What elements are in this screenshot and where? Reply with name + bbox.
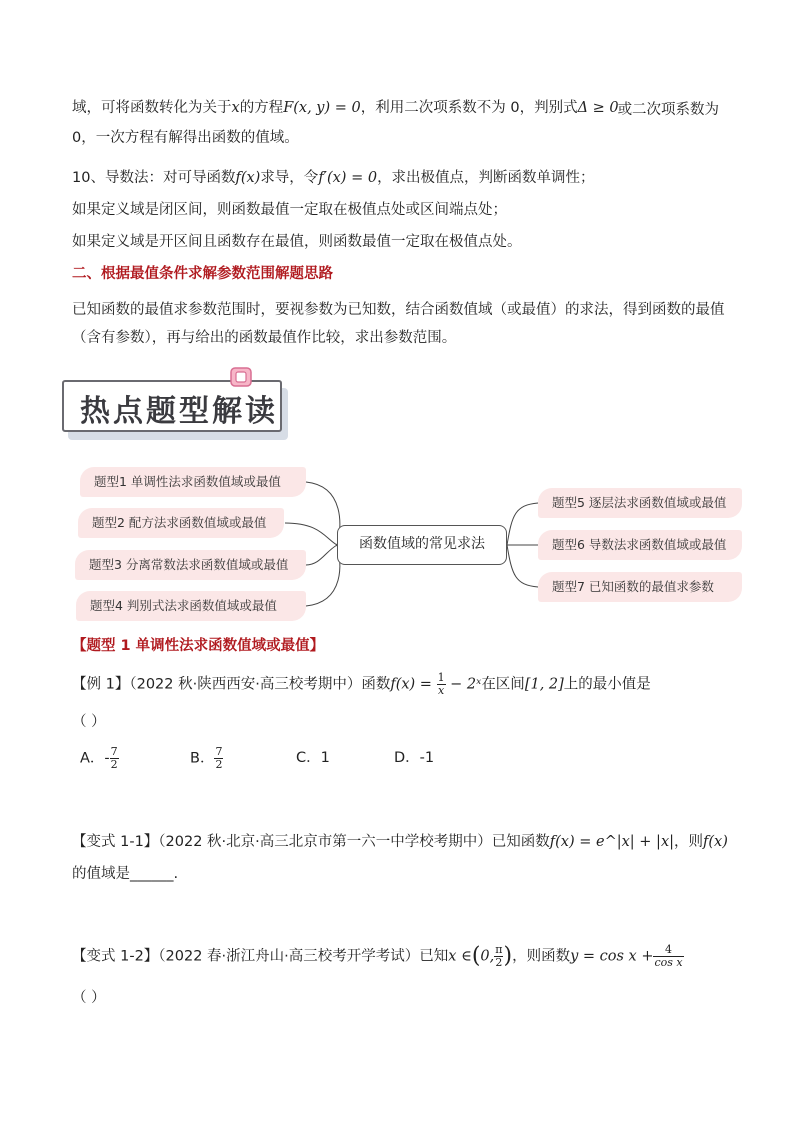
- intro-text: ，求出极值点，判断函数单调性；: [377, 170, 595, 186]
- math-function: f(x) = e^|x| + |x|: [549, 834, 675, 850]
- mindmap-node-type3: 题型3 分离常数法求函数值域或最值: [75, 550, 306, 580]
- math-equation: f′(x) = 0: [318, 170, 378, 186]
- intro-text: 域，可将函数转化为关于: [72, 100, 232, 116]
- option-c[interactable]: C．1: [296, 750, 330, 766]
- example-tag: 【例 1】: [72, 676, 130, 693]
- math-x: x: [231, 100, 240, 116]
- intro-text: 求导，令: [260, 170, 319, 186]
- example1-line: [72, 672, 651, 697]
- variant1-1-line: [72, 830, 728, 854]
- intro-text: ，利用二次项系数不为 0，判别式: [360, 100, 578, 116]
- variant1-1-line2: 的值域是______.: [72, 866, 179, 882]
- option-a[interactable]: A．- $\frac{7}{2}$: [80, 745, 118, 771]
- type1-heading: 【题型 1 单调性法求函数值域或最值】: [72, 638, 325, 654]
- section-body: 已知函数的最值求参数范围时，要视参数为已知数，结合函数值域（或最值）的求法，得到函数的最值（含有参数），再与给出的函数最值作比较，求出参数范围。: [72, 302, 725, 346]
- option-d[interactable]: D．-1: [394, 750, 435, 766]
- math-term: − 2ˣ: [445, 676, 482, 693]
- mindmap-node-type4: 题型4 判别式法求函数值域或最值: [76, 591, 306, 621]
- example-text: 函数: [361, 676, 391, 693]
- math-fraction: $\frac{4}{\text{cos x}}$: [654, 943, 683, 969]
- example-source: （2022 秋·陕西西安·高三校考期中）: [129, 676, 362, 693]
- answer-paren: （ ）: [72, 990, 106, 1006]
- intro-text: 10、导数法：对可导函数: [72, 170, 236, 186]
- math-fraction: $\frac{1}{x}$: [437, 671, 445, 697]
- example-text: 上的最小值是: [563, 676, 651, 693]
- mindmap-node-type6: 题型6 导数法求函数值域或最值: [538, 530, 742, 560]
- intro-line-4: 如果定义域是闭区间，则函数最值一定取在极值点处或区间端点处；: [72, 202, 507, 218]
- math-interval: 0,: [480, 948, 495, 965]
- math-discriminant: Δ ≥ 0: [577, 100, 619, 116]
- math-function: f(x): [703, 834, 728, 850]
- section-heading: 二、根据最值条件求解参数范围解题思路: [72, 266, 333, 282]
- variant-source: （2022 秋·北京·高三北京市第一六一中学校考期中）: [158, 834, 492, 850]
- variant-text: 已知函数: [491, 834, 550, 850]
- mindmap-center: 函数值域的常见求法: [337, 525, 507, 565]
- math-condition: x ∈: [448, 948, 472, 965]
- math-equation: F(x, y) = 0: [283, 100, 361, 116]
- math-function: y = cos x +: [570, 948, 654, 965]
- banner-title: 热点题型解读: [80, 394, 278, 429]
- mindmap-node-type2: 题型2 配方法求函数值域或最值: [78, 508, 284, 538]
- example-text: 在区间: [481, 676, 525, 693]
- intro-text: 的方程: [239, 100, 284, 116]
- variant-source: （2022 春·浙江舟山·高三校考开学考试）: [158, 948, 420, 965]
- variant1-2-line: 【变式 1-2】（2022 春·浙江舟山·高三校考开学考试）已知x ∈(0, $\frac{\pi}{2}$ )，则函数y = cos x + $\frac{4}{\text{cos x}}$: [72, 943, 683, 969]
- option-b[interactable]: B． $\frac{7}{2}$: [190, 745, 223, 771]
- variant-text: ，则: [674, 834, 704, 850]
- mindmap-node-type5: 题型5 逐层法求函数值域或最值: [538, 488, 742, 518]
- math-fraction: $\frac{\pi}{2}$: [495, 943, 503, 969]
- intro-line-5: 如果定义域是开区间且函数存在最值，则函数最值一定取在极值点处。: [72, 234, 522, 250]
- answer-paren: （ ）: [72, 714, 106, 730]
- variant-tag: 【变式 1-2】: [72, 948, 159, 965]
- math-function: f(x) =: [390, 676, 432, 693]
- math-interval: [1, 2]: [524, 676, 564, 693]
- intro-text: 或二次项系数为 0，一次方程有解得出函数的值域。: [72, 102, 720, 146]
- variant-text: ，则函数: [512, 948, 571, 965]
- mindmap-node-type1: 题型1 单调性法求函数值域或最值: [80, 467, 306, 497]
- math-function: f(x): [235, 170, 261, 186]
- variant-tag: 【变式 1-1】: [72, 834, 159, 850]
- variant-text: 已知: [419, 948, 449, 965]
- mindmap-node-type7: 题型7 已知函数的最值求参数: [538, 572, 742, 602]
